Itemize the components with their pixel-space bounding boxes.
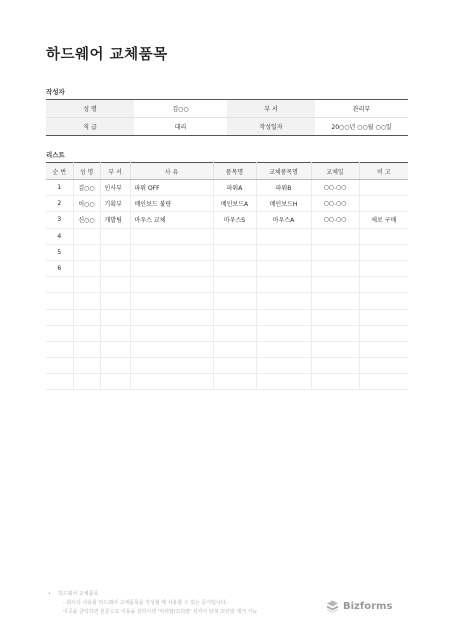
cell-replace-date	[311, 325, 359, 341]
cell-no	[46, 277, 73, 293]
cell-no: 5	[46, 244, 73, 260]
col-header-reason: 사 유	[130, 163, 213, 180]
author-row	[46, 100, 408, 118]
cell-no	[46, 309, 73, 325]
cell-reason: 마우스 교체	[130, 212, 213, 228]
cell-replacement-item	[256, 358, 311, 374]
cell-reason	[130, 325, 213, 341]
cell-item	[213, 260, 256, 276]
cell-department	[100, 374, 130, 390]
cell-remarks	[359, 228, 408, 244]
col-header-department: 부 서	[100, 163, 130, 180]
cell-replace-date	[311, 341, 359, 357]
page-title: 하드웨어 교체품목	[46, 47, 168, 63]
cell-remarks	[359, 260, 408, 276]
cell-replace-date	[311, 228, 359, 244]
cell-remarks	[359, 374, 408, 390]
cell-remarks	[359, 325, 408, 341]
cell-department	[100, 309, 130, 325]
list-table	[46, 162, 408, 390]
cell-name	[73, 277, 100, 293]
cell-reason	[130, 309, 213, 325]
cell-replacement-item: 파워B	[256, 180, 311, 196]
cell-replace-date	[311, 244, 359, 260]
cell-name: 김○○	[73, 180, 100, 196]
department-label: 부 서	[227, 100, 315, 118]
cell-remarks	[359, 244, 408, 260]
cell-name	[73, 293, 100, 309]
cell-replacement-item	[256, 228, 311, 244]
cell-reason	[130, 358, 213, 374]
cell-name: 이○○	[73, 196, 100, 212]
cell-replace-date	[311, 260, 359, 276]
cell-remarks	[359, 341, 408, 357]
col-header-no: 순 번	[46, 163, 73, 180]
cell-item	[213, 341, 256, 357]
table-row	[46, 358, 408, 374]
cell-replace-date	[311, 277, 359, 293]
list-header-row	[46, 163, 408, 180]
col-header-item: 품목명	[213, 163, 256, 180]
cell-no: 4	[46, 228, 73, 244]
cell-item	[213, 309, 256, 325]
footer-line-2: 이곳을 클릭하면 원문으로 이동을 원하시면 '머리말/꼬리말' 상자가 닫혀 꼬리말 제거 가능	[63, 609, 258, 615]
cell-no	[46, 341, 73, 357]
cell-name	[73, 244, 100, 260]
cell-replace-date: ○○.○○	[311, 196, 359, 212]
cell-replace-date	[311, 358, 359, 374]
brand-name: Bizforms	[343, 601, 393, 612]
author-row	[46, 118, 408, 136]
cell-replacement-item	[256, 277, 311, 293]
author-section-label: 작성자	[46, 88, 65, 96]
cell-replace-date: ○○.○○	[311, 212, 359, 228]
cell-remarks	[359, 196, 408, 212]
table-row	[46, 325, 408, 341]
cell-replacement-item: 마우스A	[256, 212, 311, 228]
date-value: 20○○년 ○○월 ○○일	[331, 124, 392, 131]
table-row	[46, 228, 408, 244]
cell-replacement-item	[256, 309, 311, 325]
cell-remarks	[359, 309, 408, 325]
brand-logo	[326, 600, 392, 613]
cell-item: 파워A	[213, 180, 256, 196]
table-row	[46, 180, 408, 196]
cell-reason	[130, 244, 213, 260]
cell-reason	[130, 228, 213, 244]
footer-note	[48, 590, 258, 617]
cell-replacement-item	[256, 293, 311, 309]
cell-reason	[130, 374, 213, 390]
cell-name: 신○○	[73, 212, 100, 228]
cell-department: 개발팀	[100, 212, 130, 228]
cell-department: 기획부	[100, 196, 130, 212]
cell-item: 마우스S	[213, 212, 256, 228]
cell-reason	[130, 260, 213, 276]
cell-replace-date: ○○.○○	[311, 180, 359, 196]
cell-no: 1	[46, 180, 73, 196]
cell-department	[100, 341, 130, 357]
cell-no: 6	[46, 260, 73, 276]
cell-no	[46, 325, 73, 341]
rank-label: 직 급	[46, 118, 134, 136]
table-row	[46, 293, 408, 309]
cell-name	[73, 358, 100, 374]
rank-value: 대리	[174, 124, 187, 131]
cell-department: 인사부	[100, 180, 130, 196]
cell-replacement-item	[256, 325, 311, 341]
cell-replacement-item	[256, 244, 311, 260]
cell-replace-date	[311, 293, 359, 309]
cell-item	[213, 358, 256, 374]
cell-replace-date	[311, 309, 359, 325]
cell-no	[46, 293, 73, 309]
col-header-remarks: 비 고	[359, 163, 408, 180]
cell-reason: 파워 OFF	[130, 180, 213, 196]
cell-department	[100, 228, 130, 244]
cell-remarks	[359, 180, 408, 196]
cell-department	[100, 293, 130, 309]
cell-name	[73, 341, 100, 357]
author-table	[46, 99, 408, 136]
cell-no: 2	[46, 196, 73, 212]
bizforms-logo-icon	[326, 600, 339, 613]
cell-item	[213, 293, 256, 309]
cell-replacement-item: 메인보드H	[256, 196, 311, 212]
table-row	[46, 309, 408, 325]
cell-department	[100, 244, 130, 260]
cell-item: 메인보드A	[213, 196, 256, 212]
table-row	[46, 374, 408, 390]
footer-heading: 하드웨어 교체품목	[58, 591, 99, 597]
cell-name	[73, 309, 100, 325]
cell-department	[100, 325, 130, 341]
cell-reason	[130, 341, 213, 357]
cell-no	[46, 374, 73, 390]
cell-item	[213, 228, 256, 244]
cell-item	[213, 244, 256, 260]
cell-name	[73, 228, 100, 244]
cell-replacement-item	[256, 374, 311, 390]
cell-remarks: 새로 구매	[359, 212, 408, 228]
cell-reason	[130, 293, 213, 309]
cell-department	[100, 277, 130, 293]
cell-department	[100, 260, 130, 276]
date-label: 작성일자	[227, 118, 315, 136]
cell-department	[100, 358, 130, 374]
footer-line-1: - 회사의 사용할 하드웨어 교체품목을 작성할 때 사용할 수 있는 문서입니다.	[63, 600, 228, 606]
table-row	[46, 260, 408, 276]
cell-item	[213, 325, 256, 341]
table-row	[46, 277, 408, 293]
cell-remarks	[359, 277, 408, 293]
cell-remarks	[359, 358, 408, 374]
cell-remarks	[359, 293, 408, 309]
table-row	[46, 212, 408, 228]
cell-replace-date	[311, 374, 359, 390]
cell-name	[73, 260, 100, 276]
cell-no: 3	[46, 212, 73, 228]
cell-replacement-item	[256, 260, 311, 276]
table-row	[46, 244, 408, 260]
footer-bullet: •	[48, 591, 51, 597]
cell-reason	[130, 277, 213, 293]
cell-name	[73, 374, 100, 390]
col-header-name: 성 명	[73, 163, 100, 180]
cell-replacement-item	[256, 341, 311, 357]
table-row	[46, 196, 408, 212]
cell-name	[73, 325, 100, 341]
cell-item	[213, 374, 256, 390]
cell-no	[46, 358, 73, 374]
table-row	[46, 341, 408, 357]
col-header-replacement-item: 교체품목명	[256, 163, 311, 180]
cell-item	[213, 277, 256, 293]
list-section-label: 리스트	[46, 151, 65, 159]
cell-reason: 메인보드 불량	[130, 196, 213, 212]
name-value: 김○○	[134, 100, 227, 118]
name-label: 성 명	[46, 100, 134, 118]
department-value: 관리부	[315, 100, 408, 118]
col-header-replace-date: 교체일	[311, 163, 359, 180]
